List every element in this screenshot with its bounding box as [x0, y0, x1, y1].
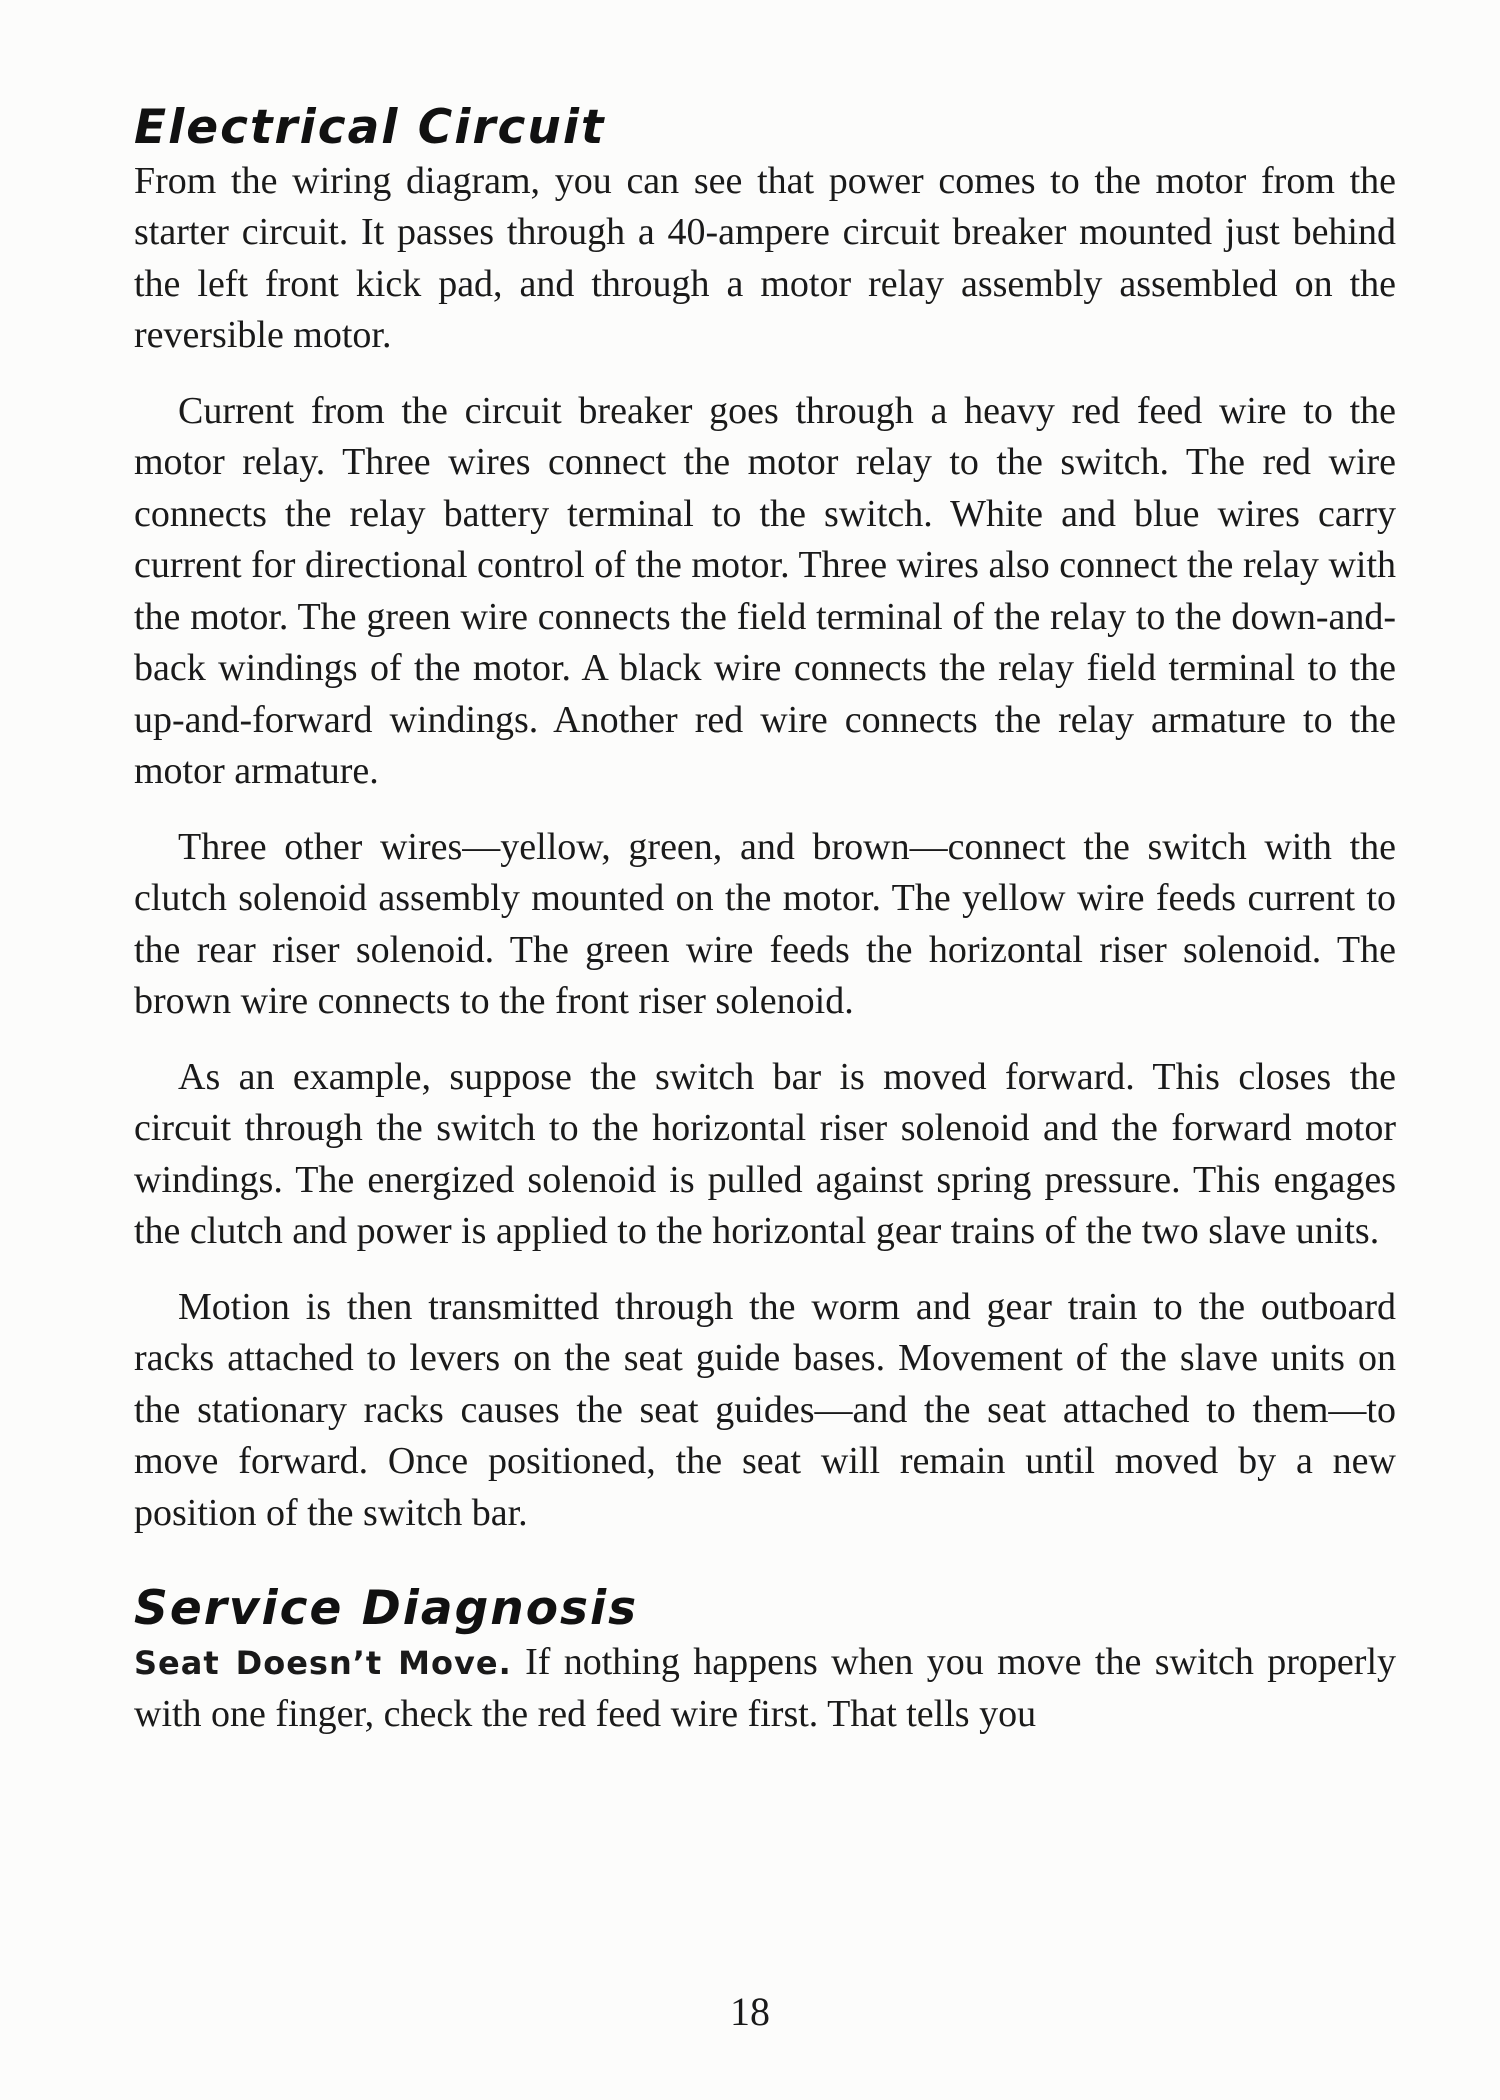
body-paragraph: Current from the circuit breaker goes through a heavy red feed wire to the motor relay. Three wires connect the motor relay to the switch. The red wire connects the relay battery terminal to the switch. White and blue wires carry current for directional control of the motor. Three wires also connect the relay with the motor. The green wire connects the field terminal of the relay to the down-and-back windings of the motor. A black wire connects the relay field terminal to the up-and-forward windings. Another red wire connects the relay armature to the motor armature.: [134, 389, 1396, 793]
section-heading-electrical-circuit: Electrical Circuit: [134, 100, 606, 155]
body-paragraph: Motion is then transmitted through the worm and gear train to the outboard racks attached to levers on the seat guide bases. Movement of the slave units on the stationary racks causes the seat guides—and the seat attached to them—to move forward. Once positioned, the seat will remain until moved by a new position of the switch bar.: [134, 1285, 1396, 1534]
body-paragraph: From the wiring diagram, you can see that power comes to the motor from the starter circuit. It passes through a 40-ampere circuit breaker mounted just behind the left front kick pad, and through a motor relay assembly assembled on the reversible motor.: [134, 159, 1396, 357]
page-number: 18: [730, 1989, 770, 2034]
section-heading-service-diagnosis: Service Diagnosis: [134, 1581, 639, 1637]
runin-paragraph-text: If nothing happens when you move the switch properly with one finger, check the red feed wire first. That tells you: [134, 1640, 1396, 1736]
page-content: [134, 102, 1396, 1741]
body-paragraph-seat-doesnt-move: [134, 1637, 1396, 1741]
body-paragraph: Three other wires—yellow, green, and brown—connect the switch with the clutch solenoid assembly mounted on the motor. The yellow wire feeds current to the rear riser solenoid. The green wire feeds the horizontal riser solenoid. The brown wire connects to the front riser solenoid.: [134, 825, 1396, 1023]
runin-heading: Seat Doesn’t Move.: [134, 1643, 512, 1682]
body-paragraph: As an example, suppose the switch bar is moved forward. This closes the circuit through the switch to the horizontal riser solenoid and the forward motor windings. The energized solenoid is pulled against spring pressure. This engages the clutch and power is applied to the horizontal gear trains of the two slave units.: [134, 1055, 1396, 1253]
